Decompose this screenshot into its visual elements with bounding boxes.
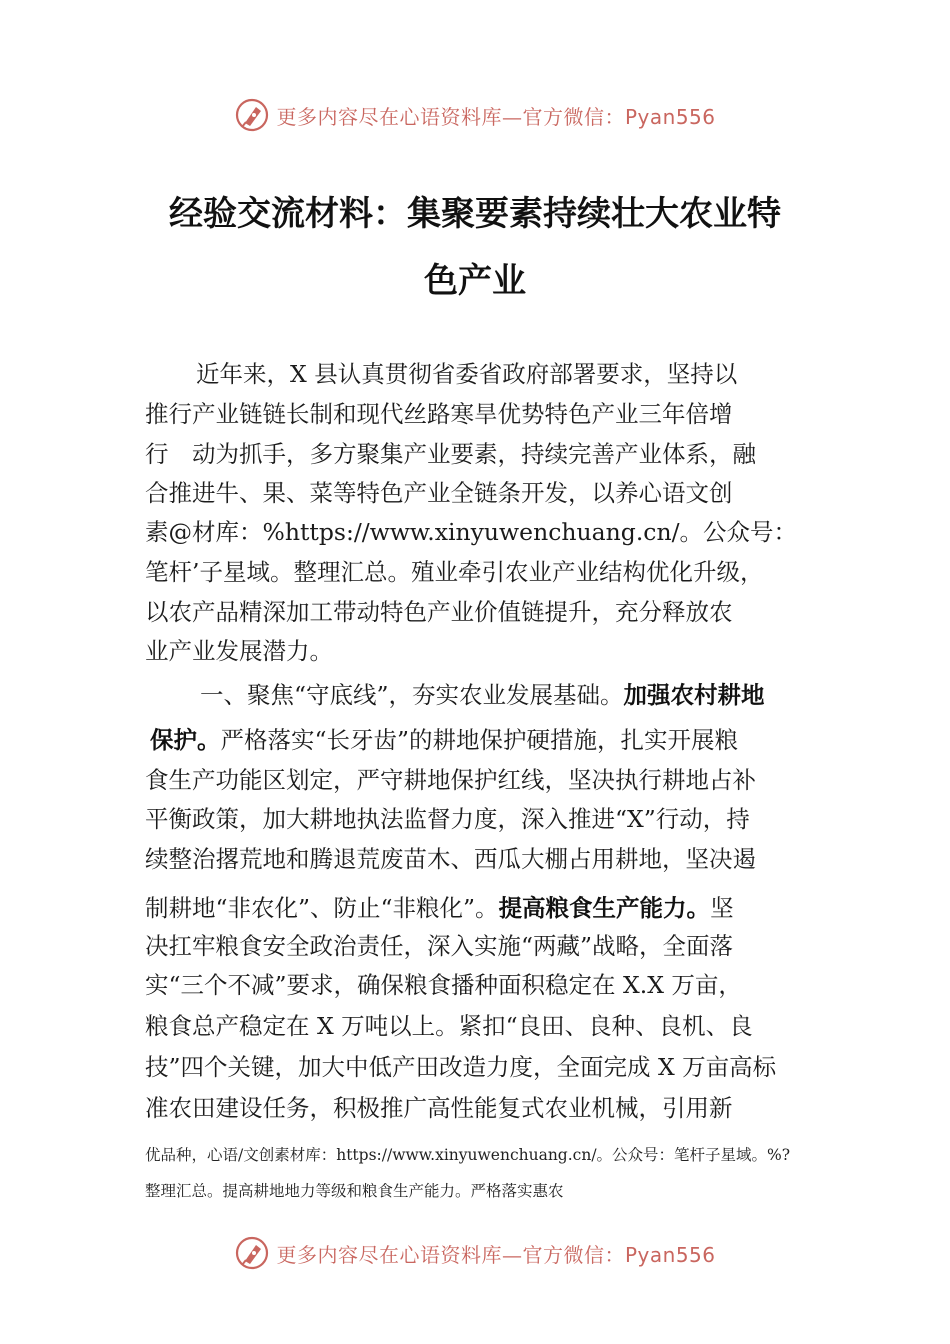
paragraph-line: 笔杆’子星域。整理汇总。殖业牵引农业产业结构优化升级， xyxy=(145,558,764,586)
paragraph-line: 实“三个不减”要求，确保粮食播种面积稳定在 X.X 万亩， xyxy=(145,971,742,999)
document-title-line-2: 色产业 xyxy=(424,261,526,301)
section-heading-line xyxy=(200,680,765,710)
wechat-id: Pyan556 xyxy=(624,1242,716,1267)
paragraph-line: 保护。严格落实“长牙齿”的耕地保护硬措施，扎实开展粮 xyxy=(150,726,739,754)
section-heading: 一、聚焦“守底线”，夯实农业发展基础。 xyxy=(200,681,624,709)
banner-text: 更多内容尽在心语资料库—官方微信：Pyan556 xyxy=(276,104,716,129)
paragraph-line: 准农田建设任务，积极推广高性能复式农业机械，引用新 xyxy=(145,1094,733,1122)
pen-nib-logo-icon xyxy=(234,1235,270,1271)
paragraph-line: 食生产功能区划定，严守耕地保护红线，坚决执行耕地占补 xyxy=(145,766,756,794)
paragraph-line: 合推进牛、果、菜等特色产业全链条开发，以养心语文创 xyxy=(145,479,733,507)
wechat-id: Pyan556 xyxy=(624,104,716,129)
paragraph-line: 近年来，X 县认真贯彻省委省政府部署要求，坚持以 xyxy=(196,360,738,388)
subheading-bold: 提高粮食生产能力。 xyxy=(498,894,711,922)
paragraph-line: 续整治撂荒地和腾退荒废苗木、西瓜大棚占用耕地，坚决遏 xyxy=(145,845,756,873)
paragraph-line: 行 动为抓手，多方聚集产业要素，持续完善产业体系，融 xyxy=(145,440,756,468)
subheading-bold: 保护。 xyxy=(150,726,221,754)
paragraph-line: 制耕地“非农化”、防止“非粮化”。提高粮食生产能力。坚 xyxy=(145,894,734,922)
paragraph-line: 推行产业链链长制和现代丝路寒旱优势特色产业三年倍增 xyxy=(145,400,733,428)
document-title-line-1: 经验交流材料：集聚要素持续壮大农业特 xyxy=(169,194,781,234)
footnote-line: 整理汇总。提高耕地地力等级和粮食生产能力。严格落实惠农 xyxy=(145,1182,564,1200)
paragraph-line: 技”四个关键，加大中低产田改造力度，全面完成 X 万亩高标 xyxy=(145,1053,777,1081)
paragraph-line: 平衡政策，加大耕地执法监督力度，深入推进“X”行动，持 xyxy=(145,805,750,833)
pen-nib-logo-icon xyxy=(234,97,270,133)
subheading-bold: 加强农村耕地 xyxy=(623,681,765,709)
paragraph-line: 粮食总产稳定在 X 万吨以上。紧扣“良田、良种、良机、良 xyxy=(145,1012,753,1040)
footer-banner xyxy=(0,1233,950,1273)
paragraph-line: 业产业发展潜力。 xyxy=(145,637,333,665)
footnote-line: 优品种，心语/文创素材库：https://www.xinyuwenchuang.cn/。公众号：笔杆子星域。%? xyxy=(145,1146,791,1164)
paragraph-line: 素@材库：%https://www.xinyuwenchuang.cn/。公众号： xyxy=(145,518,798,546)
header-banner xyxy=(0,95,950,135)
paragraph-line: 以农产品精深加工带动特色产业价值链提升，充分释放农 xyxy=(145,598,733,626)
banner-text: 更多内容尽在心语资料库—官方微信：Pyan556 xyxy=(276,1242,716,1267)
paragraph-line: 决扛牢粮食安全政治责任，深入实施“两藏”战略，全面落 xyxy=(145,932,734,960)
